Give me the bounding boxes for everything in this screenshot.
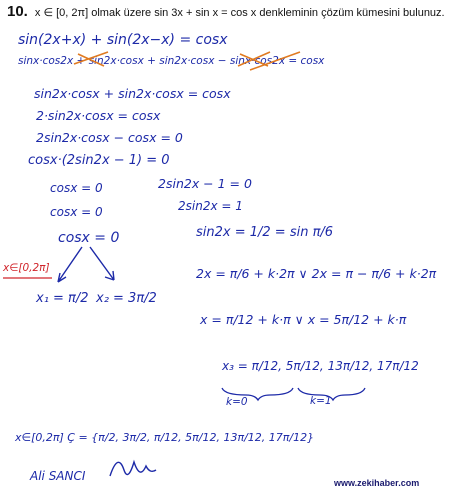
arrow-branch-right	[90, 247, 114, 280]
solution-line-5: 2sin2x·cosx − cosx = 0	[36, 130, 183, 145]
solution-line-4: 2·sin2x·cosx = cosx	[36, 108, 161, 123]
question-number: 10.	[7, 3, 28, 20]
website-label: www.zekihaber.com	[334, 478, 420, 488]
branch-right-a: 2sin2x − 1 = 0	[158, 176, 252, 191]
solution-line-1: sin(2x+x) + sin(2x−x) = cosx	[18, 32, 228, 48]
branch-left-a: cosx = 0	[50, 181, 103, 195]
arrow-branch-left	[58, 247, 82, 282]
label-k0: k=0	[226, 396, 248, 408]
equation-x: x = π/12 + k·π ∨ x = 5π/12 + k·π	[200, 312, 407, 327]
brace-k0	[222, 388, 293, 400]
solution-line-2: sinx·cos2x + sin2x·cosx + sin2x·cosx − sinx·cos2x = cosx	[18, 55, 325, 67]
domain-note: x∈[0,2π]	[3, 262, 50, 274]
solution-set: x∈[0,2π] Ç = {π/2, 3π/2, π/12, 5π/12, 13π/12, 17π/12}	[15, 431, 315, 444]
brace-k1	[298, 388, 365, 400]
branch-right-c: sin2x = 1/2 = sin π/6	[196, 225, 334, 240]
root-x2: x₂ = 3π/2	[96, 291, 157, 306]
branch-left-c: cosx = 0	[58, 230, 120, 246]
signature-flourish	[110, 462, 156, 476]
label-k1: k=1	[310, 395, 332, 407]
branch-left-b: cosx = 0	[50, 205, 103, 219]
solution-line-6: cosx·(2sin2x − 1) = 0	[28, 153, 170, 168]
root-x3-list: x₃ = π/12, 5π/12, 13π/12, 17π/12	[222, 359, 419, 373]
root-x1: x₁ = π/2	[36, 291, 89, 306]
branch-right-b: 2sin2x = 1	[178, 199, 243, 213]
solution-line-3: sin2x·cosx + sin2x·cosx = cosx	[34, 86, 231, 101]
equation-2x: 2x = π/6 + k·2π ∨ 2x = π − π/6 + k·2π	[196, 266, 437, 281]
strike-mark-2	[238, 52, 300, 70]
signature: Ali SANCI	[30, 469, 86, 483]
strike-mark-1	[74, 52, 108, 66]
question-text: x ∈ [0, 2π] olmak üzere sin 3x + sin x = cos x denkleminin çözüm kümesini bulunuz.	[34, 7, 445, 19]
